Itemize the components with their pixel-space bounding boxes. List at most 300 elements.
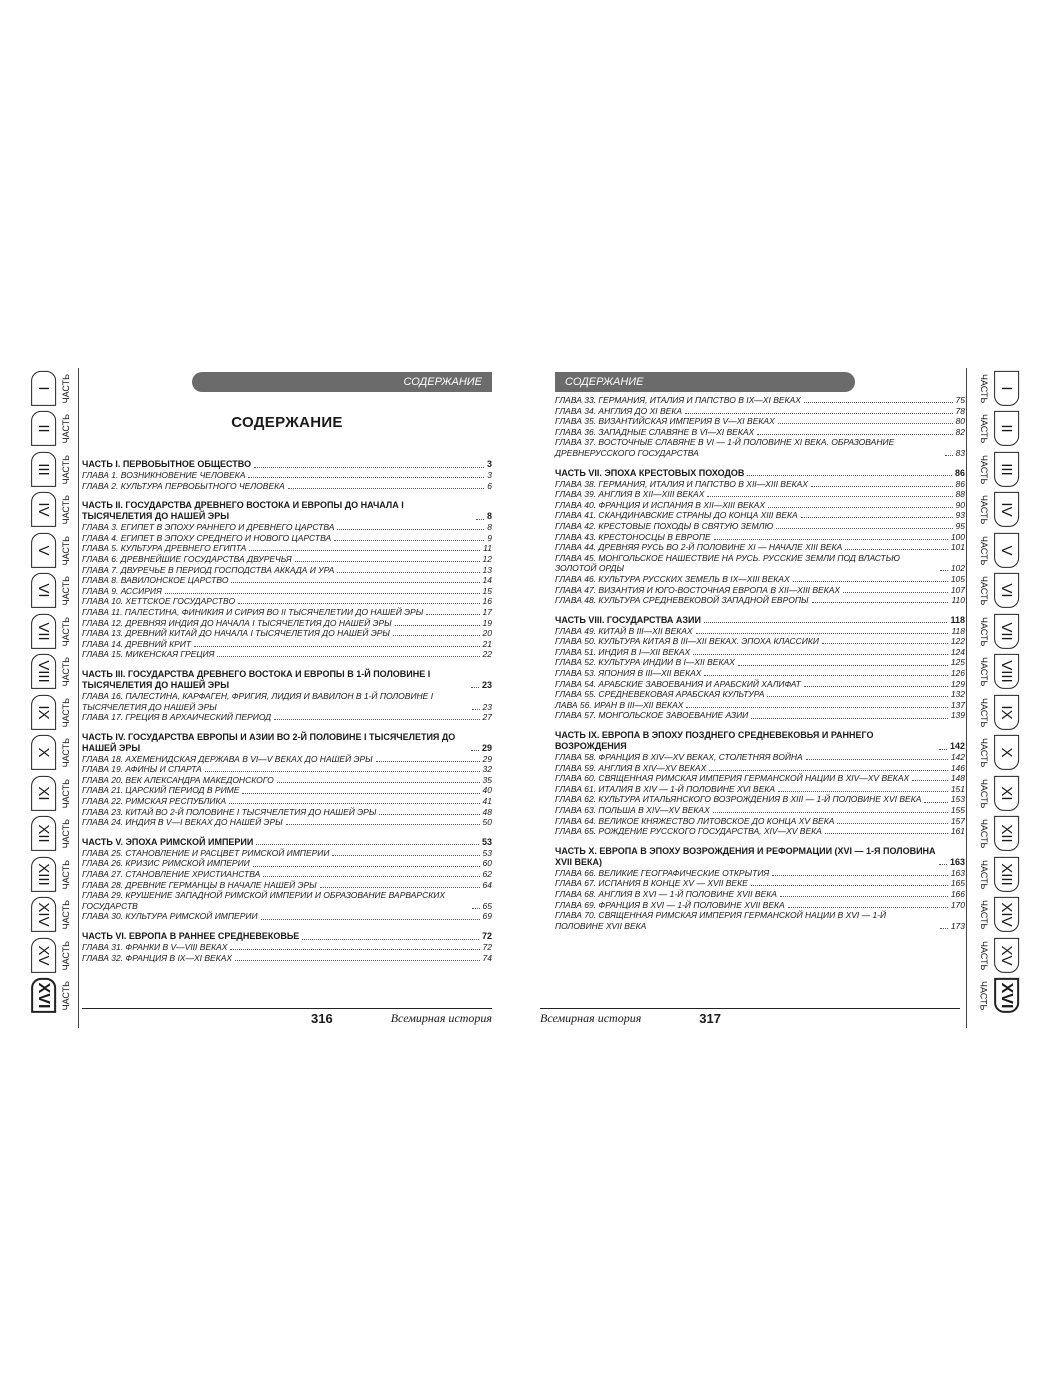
leader-dots [707, 496, 952, 497]
toc-chapter[interactable] [555, 585, 965, 596]
part-tab-number: X [994, 735, 1019, 770]
toc-chapter[interactable] [555, 595, 965, 606]
part-tab-right[interactable] [974, 733, 1018, 774]
part-tab-number: XIII [31, 857, 56, 892]
toc-chapter-text: ГЛАВА 17. ГРЕЦИЯ В АРХАИЧЕСКИЙ ПЕРИОД [82, 712, 272, 723]
toc-chapter-text: ГЛАВА 15. МИКЕНСКАЯ ГРЕЦИЯ [82, 649, 215, 660]
leader-dots [395, 625, 480, 626]
toc-title: СОДЕРЖАНИЕ [231, 414, 343, 431]
toc-chapter-page: 62 [482, 869, 492, 880]
toc-chapter[interactable] [555, 542, 965, 553]
toc-chapter-page: 80 [955, 416, 965, 427]
part-tab-right[interactable] [974, 409, 1018, 450]
toc-chapter-text: ГЛАВА 19. АФИНЫ И СПАРТА [82, 764, 202, 775]
toc-chapter-text: ГЛАВА 27. СТАНОВЛЕНИЕ ХРИСТИАНСТВА [82, 869, 261, 880]
part-tab-word: ЧАСТЬ [61, 859, 72, 889]
toc-chapter[interactable] [555, 406, 965, 417]
leader-dots [165, 593, 480, 594]
part-tab-number: VIII [994, 654, 1019, 689]
part-tab-left[interactable] [32, 773, 76, 814]
toc-part-title[interactable] [82, 669, 492, 691]
page-number-left: 316 [311, 1010, 333, 1026]
part-tab-number: XV [31, 938, 56, 973]
toc-chapter[interactable] [82, 554, 492, 565]
toc-chapter-page: 82 [955, 426, 965, 437]
leader-dots [256, 844, 479, 845]
toc-chapter-page: 19 [482, 617, 492, 628]
toc-chapter-page: 102 [950, 563, 965, 574]
toc-chapter-text: ГЛАВА 9. АССИРИЯ [82, 585, 162, 596]
part-tab-right[interactable] [974, 854, 1018, 895]
part-tab-number: XV [994, 938, 1019, 973]
tab-divider-right [966, 368, 967, 1028]
toc-chapter[interactable] [82, 533, 492, 544]
toc-chapter-text: ГЛАВА 70. СВЯЩЕННАЯ РИМСКАЯ ИМПЕРИЯ ГЕРМАНСКОЙ НАЦИИ В XVI — 1-Й ПОЛОВИНЕ XVII ВЕКА [555, 910, 887, 931]
part-tab-word: ЧАСТЬ [61, 900, 72, 930]
part-tab-word: ЧАСТЬ [978, 414, 989, 444]
leader-dots [780, 896, 948, 897]
toc-chapter[interactable] [82, 764, 492, 775]
toc-chapter[interactable] [82, 911, 492, 922]
toc-chapter[interactable] [555, 521, 965, 532]
toc-chapter-page: 29 [482, 753, 492, 764]
toc-chapter-text: ГЛАВА 38. ГЕРМАНИЯ, ИТАЛИЯ И ПАПСТВО В XII—XIII ВЕКАХ [555, 478, 808, 489]
toc-chapter[interactable] [82, 565, 492, 576]
leader-dots [776, 528, 952, 529]
toc-part [555, 846, 965, 932]
part-tab-word: ЧАСТЬ [61, 697, 72, 727]
part-tab-number: V [31, 533, 56, 568]
leader-dots [751, 885, 948, 886]
left-page-footer [82, 1008, 492, 1027]
toc-chapter[interactable] [555, 679, 965, 690]
part-tab-left[interactable] [32, 368, 76, 409]
part-tab-number: IX [994, 695, 1019, 730]
toc-part-title[interactable] [555, 846, 965, 868]
toc-chapter-text: ГЛАВА 34. АНГЛИЯ ДО XI ВЕКА [555, 405, 683, 416]
part-tab-right[interactable] [974, 652, 1018, 693]
toc-chapter-text: ГЛАВА 59. АНГЛИЯ В XIV—XV ВЕКАХ [555, 762, 707, 773]
toc-chapter[interactable] [82, 807, 492, 818]
toc-chapter-page: 17 [482, 606, 492, 617]
toc-chapter[interactable] [82, 754, 492, 765]
toc-chapter[interactable] [555, 395, 965, 406]
toc-chapter[interactable] [82, 942, 492, 953]
part-tab-left[interactable] [32, 733, 76, 774]
part-tab-right[interactable] [974, 692, 1018, 733]
toc-chapter-text: ГЛАВА 12. ДРЕВНЯЯ ИНДИЯ ДО НАЧАЛА I ТЫСЯЧЕЛЕТИЯ ДО НАШЕЙ ЭРЫ [82, 617, 392, 628]
toc-chapter[interactable] [82, 869, 492, 880]
toc-chapter-page: 153 [950, 794, 965, 805]
toc-part-title-page: 29 [481, 742, 492, 753]
part-tab-word: ЧАСТЬ [61, 576, 72, 606]
part-tab-number: IV [31, 492, 56, 527]
part-tab-word: ЧАСТЬ [978, 576, 989, 606]
toc-part-title-text: ЧАСТЬ II. ГОСУДАРСТВА ДРЕВНЕГО ВОСТОКА И ЕВРОПЫ ДО НАЧАЛА I ТЫСЯЧЕЛЕТИЯ ДО НАШЕЙ ЭРЫ [82, 500, 404, 522]
part-tab-left[interactable] [32, 895, 76, 936]
leader-dots [714, 539, 948, 540]
toc-chapter-page: 11 [483, 543, 492, 554]
toc-chapter-text: ГЛАВА 68. АНГЛИЯ В XVI — 1-Й ПОЛОВИНЕ XVII ВЕКА [555, 888, 777, 899]
toc-chapter-text: ГЛАВА 61. ИТАЛИЯ В XIV — 1-Й ПОЛОВИНЕ XVI ВЕКА [555, 783, 776, 794]
part-tab-word: ЧАСТЬ [978, 657, 989, 687]
toc-chapter[interactable] [555, 553, 965, 574]
toc-part-title[interactable] [555, 615, 965, 626]
part-tab-left[interactable] [32, 976, 76, 1017]
toc-chapter[interactable] [555, 479, 965, 490]
toc-chapter-text: ГЛАВА 4. ЕГИПЕТ В ЭПОХУ СРЕДНЕГО И НОВОГО ЦАРСТВА [82, 532, 332, 543]
toc-chapter-text: ГЛАВА 44. ДРЕВНЯЯ РУСЬ ВО 2-Й ПОЛОВИНЕ XI — НАЧАЛЕ XIII ВЕКА [555, 542, 843, 553]
part-tab-left[interactable] [32, 409, 76, 450]
toc-part [555, 468, 965, 606]
toc-part-title[interactable] [555, 730, 965, 752]
leader-dots [254, 467, 484, 468]
toc-chapter[interactable] [555, 900, 965, 911]
toc-chapter[interactable] [82, 796, 492, 807]
leader-dots [376, 761, 480, 762]
toc-chapter[interactable] [555, 574, 965, 585]
toc-chapter[interactable] [82, 848, 492, 859]
leader-dots [685, 413, 953, 414]
part-tab-number: II [994, 411, 1019, 446]
part-tab-word: ЧАСТЬ [978, 819, 989, 849]
toc-chapter-text: ГЛАВА 25. СТАНОВЛЕНИЕ И РАСЦВЕТ РИМСКОЙ ИМПЕРИИ [82, 847, 330, 858]
leader-dots [231, 582, 479, 583]
toc-chapter[interactable] [555, 773, 965, 784]
toc-chapter[interactable] [82, 607, 492, 618]
toc-chapter[interactable] [555, 668, 965, 679]
toc-chapter[interactable] [555, 500, 965, 511]
part-tab-left[interactable] [32, 854, 76, 895]
toc-part-title-page: 8 [486, 511, 492, 522]
toc-chapter-page: 74 [482, 952, 492, 963]
part-tab-number: XII [31, 816, 56, 851]
toc-chapter-page: 23 [482, 701, 492, 712]
toc-part-title-text: ЧАСТЬ V. ЭПОХА РИМСКОЙ ИМПЕРИИ [82, 836, 254, 847]
leader-dots [205, 771, 480, 772]
part-tab-left[interactable] [32, 530, 76, 571]
part-tab-right[interactable] [974, 976, 1018, 1017]
toc-chapter[interactable] [555, 532, 965, 543]
toc-chapter-page: 88 [955, 489, 965, 500]
right-toc [555, 468, 965, 932]
part-tab-word: ЧАСТЬ [978, 454, 989, 484]
part-tab-right[interactable] [974, 935, 1018, 976]
toc-chapter[interactable] [555, 489, 965, 500]
toc-chapter-page: 69 [482, 911, 492, 922]
toc-chapter-text: ГЛАВА 43. КРЕСТОНОСЦЫ В ЕВРОПЕ [555, 531, 711, 542]
toc-part [82, 837, 492, 922]
part-tab-number: I [994, 371, 1019, 406]
part-tab-number: VII [31, 614, 56, 649]
leader-dots [747, 475, 952, 476]
toc-chapter-text: ГЛАВА 62. КУЛЬТУРА ИТАЛЬЯНСКОГО ВОЗРОЖДЕНИЯ В XIII — 1-Й ПОЛОВИНЕ XVI ВЕКА [555, 794, 922, 805]
toc-chapter[interactable] [82, 880, 492, 891]
toc-chapter[interactable] [82, 785, 492, 796]
toc-chapter-text: ГЛАВА 55. СРЕДНЕВЕКОВАЯ АРАБСКАЯ КУЛЬТУРА [555, 689, 765, 700]
toc-chapter-text: ГЛАВА 31. ФРАНКИ В V—VIII ВЕКАХ [82, 942, 228, 952]
toc-chapter[interactable] [555, 868, 965, 879]
part-tab-right[interactable] [974, 814, 1018, 855]
toc-chapter-page: 20 [482, 628, 492, 639]
toc-chapter[interactable] [82, 470, 492, 481]
part-tab-word: ЧАСТЬ [61, 940, 72, 970]
toc-part-title[interactable] [82, 500, 492, 522]
toc-chapter[interactable] [82, 953, 492, 964]
leader-dots [793, 581, 948, 582]
part-tab-right[interactable] [974, 368, 1018, 409]
part-tab-left[interactable] [32, 935, 76, 976]
toc-chapter[interactable] [555, 700, 965, 711]
toc-chapter-text: ГЛАВА 60. СВЯЩЕННАЯ РИМСКАЯ ИМПЕРИЯ ГЕРМАНСКОЙ НАЦИИ В XIV—XV ВЕКАХ [555, 773, 910, 784]
toc-chapter[interactable] [555, 636, 965, 647]
toc-chapter-text: ГЛАВА 16. ПАЛЕСТИНА, КАРФАГЕН, ФРИГИЯ, ЛИДИЯ И ВАВИЛОН В 1-Й ПОЛОВИНЕ I ТЫСЯЧЕЛЕТИЯ ДО НАШЕЙ ЭРЫ [82, 690, 434, 712]
toc-chapter-page: 75 [955, 395, 965, 405]
part-tab-word: ЧАСТЬ [978, 859, 989, 889]
toc-chapter-text: ГЛАВА 26. КРИЗИС РИМСКОЙ ИМПЕРИИ [82, 858, 250, 869]
leader-dots [286, 824, 480, 825]
part-tab-number: II [31, 411, 56, 446]
toc-chapter[interactable] [82, 596, 492, 607]
toc-chapter-text: ГЛАВА 47. ВИЗАНТИЯ И ЮГО-ВОСТОЧНАЯ ЕВРОПА В XII—XIII ВЕКАХ [555, 584, 841, 595]
toc-part-title[interactable] [82, 931, 492, 942]
toc-chapter-page: 9 [487, 532, 492, 543]
toc-chapter[interactable] [555, 689, 965, 700]
toc-chapter[interactable] [555, 826, 965, 837]
part-tab-word: ЧАСТЬ [978, 616, 989, 646]
toc-part-title-text: ЧАСТЬ IX. ЕВРОПА В ЭПОХУ ПОЗДНЕГО СРЕДНЕВЕКОВЬЯ И РАННЕГО ВОЗРОЖДЕНИЯ [555, 730, 874, 752]
leader-dots [812, 602, 949, 603]
toc-chapter[interactable] [555, 794, 965, 805]
toc-part-title[interactable] [82, 459, 492, 470]
part-tab-number: X [31, 735, 56, 770]
part-tab-right[interactable] [974, 571, 1018, 612]
leader-dots [334, 540, 484, 541]
leader-dots [472, 709, 480, 710]
toc-chapter[interactable] [82, 586, 492, 597]
toc-chapter-text: ГЛАВА 3. ЕГИПЕТ В ЭПОХУ РАННЕГО И ДРЕВНЕГО ЦАРСТВА [82, 522, 335, 533]
toc-chapter-text: ГЛАВА 63. ПОЛЬША В XIV—XV ВЕКАХ [555, 805, 710, 815]
part-tab-right[interactable] [974, 611, 1018, 652]
part-tab-word: ЧАСТЬ [61, 778, 72, 808]
toc-chapter[interactable] [555, 763, 965, 774]
toc-chapter[interactable] [82, 775, 492, 786]
part-tab-word: ЧАСТЬ [61, 373, 72, 403]
toc-part [82, 669, 492, 723]
toc-part-title-page: 142 [949, 741, 965, 752]
toc-chapter[interactable] [82, 481, 492, 492]
part-tab-right[interactable] [974, 449, 1018, 490]
toc-chapter[interactable] [82, 817, 492, 828]
leader-dots [229, 803, 479, 804]
part-tab-word: ЧАСТЬ [978, 697, 989, 727]
part-tab-right[interactable] [974, 490, 1018, 531]
toc-chapter-text: ГЛАВА 14. ДРЕВНИЙ КРИТ [82, 638, 192, 649]
toc-part [82, 931, 492, 963]
toc-part-title-text: ЧАСТЬ I. ПЕРВОБЫТНОЕ ОБЩЕСТВО [82, 459, 252, 469]
toc-chapter-text: ГЛАВА 8. ВАВИЛОНСКОЕ ЦАРСТВО [82, 575, 229, 586]
toc-chapter-page: 155 [950, 805, 965, 815]
toc-chapter-text: ГЛАВА 32. ФРАНЦИЯ В IX—XI ВЕКАХ [82, 952, 233, 963]
toc-chapter[interactable] [82, 618, 492, 629]
part-tab-number: XIV [31, 897, 56, 932]
part-tab-number: XII [994, 816, 1019, 851]
leader-dots [238, 603, 479, 604]
toc-chapter[interactable] [555, 647, 965, 658]
part-tab-right[interactable] [974, 530, 1018, 571]
leader-dots [751, 718, 948, 719]
toc-chapter[interactable] [555, 626, 965, 637]
toc-chapter-page: 41 [482, 796, 492, 807]
part-tab-number: XIV [994, 897, 1019, 932]
leader-dots [337, 529, 484, 530]
part-tab-word: ЧАСТЬ [978, 900, 989, 930]
part-tab-number: V [994, 533, 1019, 568]
part-tab-number: III [994, 452, 1019, 487]
toc-chapter-text: ГЛАВА 23. КИТАЙ ВО 2-Й ПОЛОВИНЕ I ТЫСЯЧЕЛЕТИЯ ДО НАШЕЙ ЭРЫ [82, 806, 377, 817]
part-tab-word: ЧАСТЬ [978, 738, 989, 768]
toc-chapter-page: 21 [482, 638, 492, 649]
leader-dots [806, 759, 948, 760]
toc-chapter-page: 157 [950, 815, 965, 826]
toc-chapter[interactable] [555, 816, 965, 827]
toc-chapter-text: ГЛАВА 58. ФРАНЦИЯ В XIV—XV ВЕКАХ, СТОЛЕТНЯЯ ВОЙНА [555, 752, 803, 763]
toc-part-title[interactable] [82, 732, 492, 754]
toc-chapter-page: 8 [487, 522, 492, 533]
leader-dots [825, 833, 948, 834]
toc-chapter-page: 110 [951, 595, 965, 606]
part-tab-number: XVI [994, 978, 1019, 1013]
leader-dots [939, 749, 947, 750]
leader-dots [767, 696, 947, 697]
toc-chapter-page: 60 [482, 858, 492, 869]
part-tab-word: ЧАСТЬ [978, 778, 989, 808]
book-title-right: Всемирная история [540, 1010, 642, 1025]
leader-dots [693, 654, 948, 655]
toc-chapter-text: ГЛАВА 42. КРЕСТОВЫЕ ПОХОДЫ В СВЯТУЮ ЗЕМЛЮ [555, 520, 774, 531]
part-tab-right[interactable] [974, 895, 1018, 936]
left-page-header: СОДЕРЖАНИЕ [403, 376, 482, 388]
leader-dots [249, 550, 480, 551]
leader-dots [801, 517, 953, 518]
toc-chapter[interactable] [555, 910, 965, 931]
toc-chapter-page: 142 [950, 752, 965, 763]
toc-chapter[interactable] [555, 657, 965, 668]
toc-chapter[interactable] [82, 628, 492, 639]
toc-chapter[interactable] [555, 752, 965, 763]
toc-chapter-text: ГЛАВА 20. ВЕК АЛЕКСАНДРА МАКЕДОНСКОГО [82, 774, 274, 785]
part-tab-left[interactable] [32, 490, 76, 531]
part-tab-left[interactable] [32, 611, 76, 652]
part-tab-left[interactable] [32, 571, 76, 612]
toc-chapter-page: 166 [950, 888, 965, 899]
toc-chapter[interactable] [555, 427, 965, 438]
toc-part-title[interactable] [82, 837, 492, 848]
toc-chapter-page: 86 [955, 478, 965, 489]
part-tab-left[interactable] [32, 692, 76, 733]
toc-chapter-text: ГЛАВА 1. ВОЗНИКНОВЕНИЕ ЧЕЛОВЕКА [82, 470, 246, 480]
part-tab-left[interactable] [32, 449, 76, 490]
toc-chapter[interactable] [555, 805, 965, 816]
toc-part-title-page: 23 [481, 679, 492, 690]
toc-chapter[interactable] [82, 575, 492, 586]
leader-dots [843, 592, 948, 593]
toc-part-title-text: ЧАСТЬ III. ГОСУДАРСТВА ДРЕВНЕГО ВОСТОКА И ЕВРОПЫ В 1-Й ПОЛОВИНЕ I ТЫСЯЧЕЛЕТИЯ ДО НАШЕЙ ЭРЫ [82, 668, 431, 690]
toc-chapter-text: ГЛАВА 53. ЯПОНИЯ В III—XII ВЕКАХ [555, 668, 702, 679]
right-page-header-bar [555, 372, 855, 392]
toc-chapter-page: 137 [950, 699, 965, 710]
part-tab-left[interactable] [32, 814, 76, 855]
toc-chapter-page: 78 [955, 405, 965, 416]
toc-chapter[interactable] [555, 889, 965, 900]
part-tab-number: XI [31, 776, 56, 811]
toc-chapter[interactable] [82, 712, 492, 723]
part-tab-word: ЧАСТЬ [61, 454, 72, 484]
leader-dots [248, 477, 484, 478]
leader-dots [738, 665, 948, 666]
part-tab-left[interactable] [32, 652, 76, 693]
leader-dots [235, 960, 479, 961]
toc-chapter-page: 124 [950, 646, 965, 657]
toc-chapter[interactable] [82, 543, 492, 554]
part-tab-number: XI [994, 776, 1019, 811]
toc-chapter-page: 139 [950, 710, 965, 721]
toc-chapter-page: 129 [950, 678, 965, 689]
toc-chapter-text: ГЛАВА 2. КУЛЬТУРА ПЕРВОБЫТНОГО ЧЕЛОВЕКА [82, 480, 285, 491]
part-tab-number: VIII [31, 654, 56, 689]
toc-chapter-page: 22 [482, 649, 492, 660]
leader-dots [230, 949, 479, 950]
toc-part-title-page: 72 [481, 931, 492, 941]
part-tab-right[interactable] [974, 773, 1018, 814]
leader-dots [472, 908, 480, 909]
leader-dots [704, 675, 947, 676]
toc-chapter-text: ГЛАВА 46. КУЛЬТУРА РУССКИХ ЗЕМЕЛЬ В IX—XIII ВЕКАХ [555, 573, 790, 584]
left-toc [82, 459, 492, 963]
leader-dots [696, 633, 949, 634]
toc-chapter[interactable] [555, 510, 965, 521]
leader-dots [337, 572, 479, 573]
toc-chapter[interactable] [555, 878, 965, 889]
page-number-right: 317 [699, 1010, 721, 1026]
toc-part-title[interactable] [555, 468, 965, 479]
toc-chapter[interactable] [82, 890, 492, 911]
toc-chapter-text: ГЛАВА 5. КУЛЬТУРА ДРЕВНЕГО ЕГИПТА [82, 543, 247, 554]
leader-dots [277, 782, 480, 783]
toc-chapter[interactable] [555, 416, 965, 427]
leader-dots [320, 887, 480, 888]
toc-chapter[interactable] [82, 522, 492, 533]
toc-chapter[interactable] [555, 710, 965, 721]
part-tab-word: ЧАСТЬ [978, 495, 989, 525]
toc-chapter-page: 132 [950, 689, 965, 700]
toc-chapter-page: 72 [482, 942, 492, 952]
toc-chapter[interactable] [555, 784, 965, 795]
toc-chapter-page: 65 [482, 900, 492, 911]
part-tab-word: ЧАСТЬ [978, 940, 989, 970]
toc-chapter[interactable] [82, 691, 492, 712]
toc-chapter-text: ГЛАВА 50. КУЛЬТУРА КИТАЯ В III—XII ВЕКАХ. ЭПОХА КЛАССИКИ [555, 636, 819, 647]
toc-chapter[interactable] [82, 858, 492, 869]
toc-chapter[interactable] [82, 649, 492, 660]
part-tab-word: ЧАСТЬ [61, 819, 72, 849]
part-tab-word: ЧАСТЬ [61, 495, 72, 525]
toc-chapter-text: ГЛАВА 57. МОНГОЛЬСКОЕ ЗАВОЕВАНИЕ АЗИИ [555, 710, 749, 721]
toc-chapter-page: 122 [950, 636, 965, 647]
toc-chapter[interactable] [82, 639, 492, 650]
leader-dots [709, 770, 948, 771]
toc-chapter[interactable] [555, 437, 965, 458]
